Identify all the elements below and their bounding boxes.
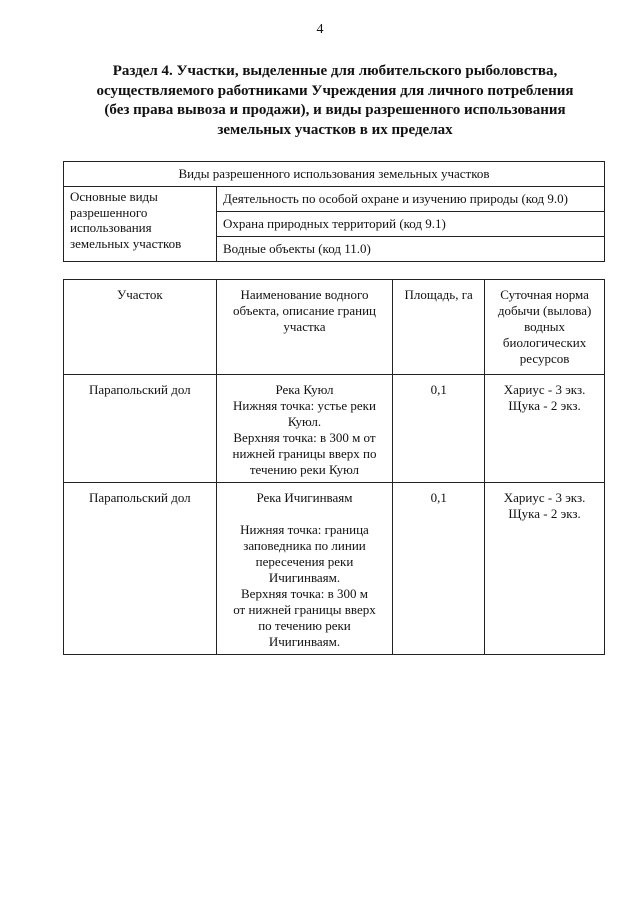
land-use-table (63, 161, 605, 262)
description-line: Куюл. (287, 414, 322, 429)
header-line: биологических (502, 335, 587, 350)
norm-line: Щука - 2 экз. (508, 506, 581, 521)
land-use-table-header: Виды разрешенного использования земельных участков (64, 162, 605, 187)
table-header-row (64, 280, 605, 375)
header-line: добычи (вылова) (497, 303, 592, 318)
description-line: нижней границы вверх по (232, 446, 377, 461)
title-line: (без права вывоза и продажи), и виды разрешенного использования (104, 102, 566, 118)
description-line: заповедника по линии (243, 538, 366, 553)
column-header-plot (64, 280, 217, 375)
norm-line: Хариус - 3 экз. (503, 382, 586, 397)
label-line: земельных участков (70, 235, 182, 251)
header-line: Площадь, га (404, 287, 473, 302)
description-line: Верхняя точка: в 300 м от (233, 430, 376, 445)
blank-line (221, 506, 389, 522)
fishing-plots-table (63, 279, 605, 655)
description-line: Ичигинваям. (268, 634, 341, 649)
description-cell (216, 483, 393, 655)
page-number: 4 (316, 22, 324, 37)
description-cell (216, 375, 393, 483)
description-line: Река Куюл (275, 382, 334, 397)
catch-norm-cell (485, 483, 605, 655)
header-line: ресурсов (519, 351, 570, 366)
column-header-area (393, 280, 485, 375)
column-header-catch-norm (485, 280, 605, 375)
header-line: Наименование водного (240, 287, 369, 302)
description-line: Нижняя точка: устье реки (233, 398, 376, 413)
land-use-item: Охрана природных территорий (код 9.1) (217, 212, 605, 237)
plot-cell: Парапольский дол (64, 483, 217, 655)
table-row (64, 375, 605, 483)
header-line: водных (524, 319, 566, 334)
header-line: Участок (117, 287, 163, 302)
description-line: Ичигинваям. (268, 570, 341, 585)
main-uses-label (64, 187, 217, 262)
section-title (70, 62, 600, 140)
land-use-item: Деятельность по особой охране и изучению природы (код 9.0) (217, 187, 605, 212)
description-line: течению реки Куюл (249, 462, 360, 477)
description-line: по течению реки (258, 618, 351, 633)
description-line: Верхняя точка: в 300 м (241, 586, 368, 601)
norm-line: Хариус - 3 экз. (503, 490, 586, 505)
area-cell: 0,1 (393, 375, 485, 483)
header-line: участка (283, 319, 326, 334)
land-use-item: Водные объекты (код 11.0) (217, 237, 605, 262)
description-line: от нижней границы вверх (233, 602, 376, 617)
table-row (64, 483, 605, 655)
label-line: Основные виды (70, 189, 158, 204)
column-header-description (216, 280, 393, 375)
description-line: Река Ичигинваям (256, 490, 353, 505)
norm-line: Щука - 2 экз. (508, 398, 581, 413)
label-line: использования (70, 220, 152, 235)
header-line: Суточная норма (500, 287, 589, 302)
title-line: земельных участков в их пределах (217, 121, 453, 138)
plot-cell: Парапольский дол (64, 375, 217, 483)
title-line: Раздел 4. Участки, выделенные для любительского рыболовства, (112, 63, 558, 79)
area-cell: 0,1 (393, 483, 485, 655)
header-line: объекта, описание границ (232, 303, 376, 318)
label-line: разрешенного (70, 204, 148, 220)
title-line: осуществляемого работниками Учреждения для личного потребления (96, 82, 574, 99)
description-line: пересечения реки (255, 554, 354, 569)
catch-norm-cell (485, 375, 605, 483)
description-line: Нижняя точка: граница (240, 522, 369, 537)
